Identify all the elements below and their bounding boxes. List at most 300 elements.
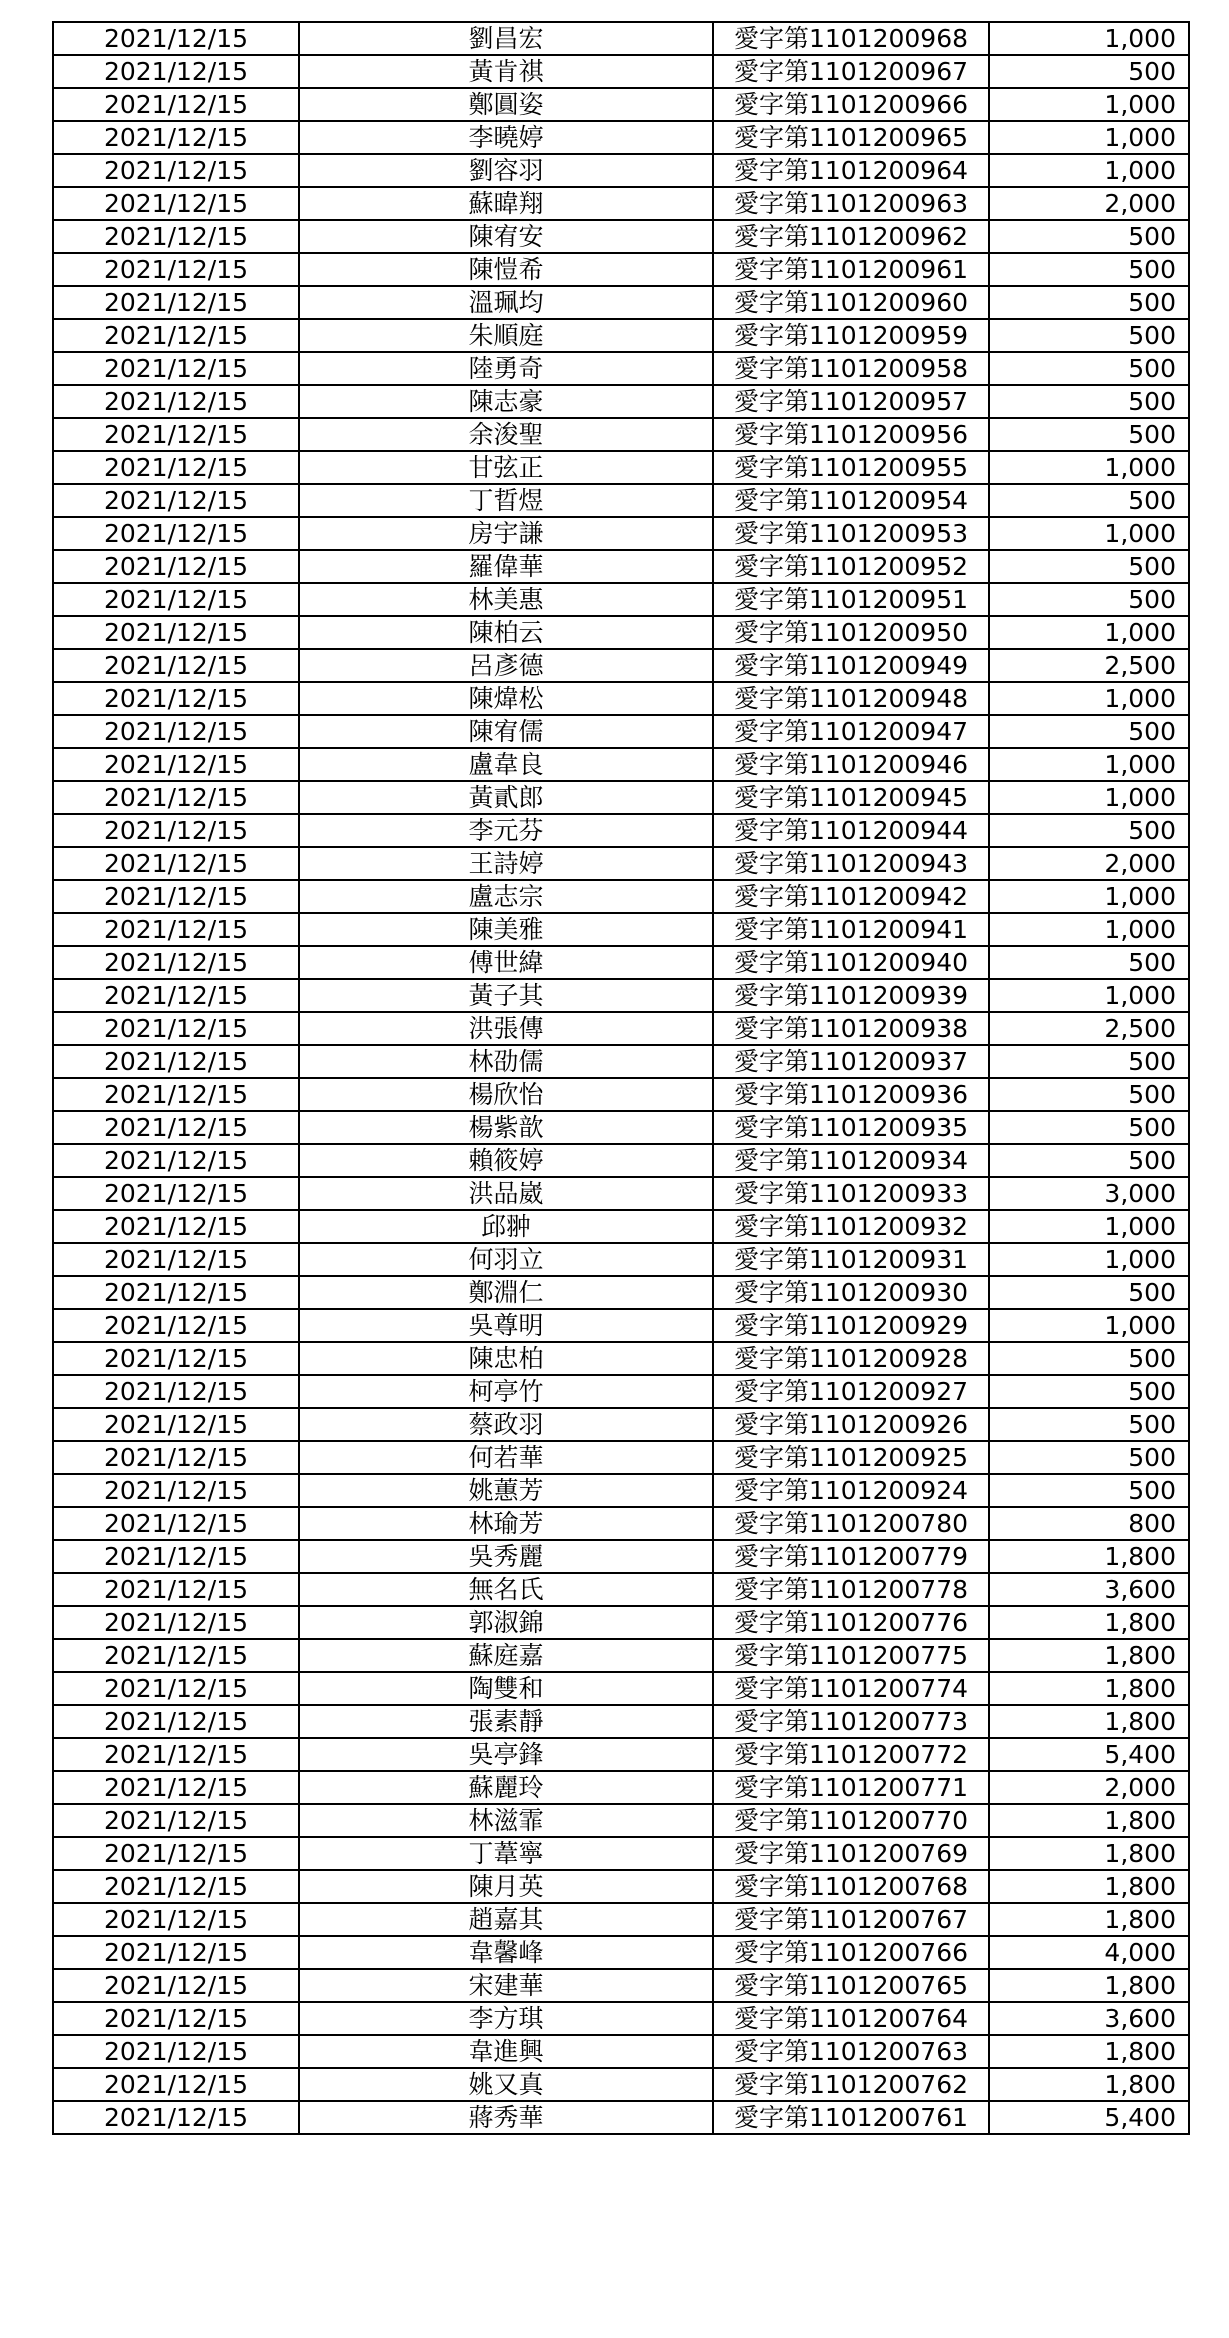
donor-name-cell: 無名氏 — [299, 1573, 713, 1606]
donor-name-cell: 房宇謙 — [299, 517, 713, 550]
amount-cell: 1,800 — [989, 1969, 1189, 2002]
donor-name-cell: 黃貳郎 — [299, 781, 713, 814]
date-cell: 2021/12/15 — [53, 2068, 299, 2101]
amount-cell: 1,800 — [989, 2068, 1189, 2101]
receipt-number-cell: 愛字第1101200773 — [713, 1705, 989, 1738]
date-cell: 2021/12/15 — [53, 583, 299, 616]
donor-name-cell: 邱翀 — [299, 1210, 713, 1243]
date-cell: 2021/12/15 — [53, 154, 299, 187]
amount-cell: 1,000 — [989, 451, 1189, 484]
donor-name-cell: 吳秀麗 — [299, 1540, 713, 1573]
amount-cell: 1,000 — [989, 913, 1189, 946]
date-cell: 2021/12/15 — [53, 451, 299, 484]
amount-cell: 500 — [989, 715, 1189, 748]
date-cell: 2021/12/15 — [53, 220, 299, 253]
table-row — [53, 2068, 1189, 2101]
receipt-number-cell: 愛字第1101200959 — [713, 319, 989, 352]
table-row — [53, 781, 1189, 814]
donor-name-cell: 何若華 — [299, 1441, 713, 1474]
receipt-number-cell: 愛字第1101200780 — [713, 1507, 989, 1540]
table-row — [53, 1012, 1189, 1045]
donor-name-cell: 楊欣怡 — [299, 1078, 713, 1111]
table-row — [53, 121, 1189, 154]
date-cell: 2021/12/15 — [53, 187, 299, 220]
amount-cell: 2,000 — [989, 1771, 1189, 1804]
table-row — [53, 517, 1189, 550]
receipt-number-cell: 愛字第1101200925 — [713, 1441, 989, 1474]
amount-cell: 500 — [989, 418, 1189, 451]
receipt-number-cell: 愛字第1101200945 — [713, 781, 989, 814]
amount-cell: 3,000 — [989, 1177, 1189, 1210]
receipt-number-cell: 愛字第1101200951 — [713, 583, 989, 616]
date-cell: 2021/12/15 — [53, 1375, 299, 1408]
amount-cell: 500 — [989, 814, 1189, 847]
table-row — [53, 88, 1189, 121]
amount-cell: 2,500 — [989, 649, 1189, 682]
amount-cell: 500 — [989, 1144, 1189, 1177]
date-cell: 2021/12/15 — [53, 88, 299, 121]
receipt-number-cell: 愛字第1101200767 — [713, 1903, 989, 1936]
donor-name-cell: 劉昌宏 — [299, 22, 713, 55]
amount-cell: 1,000 — [989, 1243, 1189, 1276]
table-row — [53, 1111, 1189, 1144]
date-cell: 2021/12/15 — [53, 550, 299, 583]
donor-name-cell: 鄭圓姿 — [299, 88, 713, 121]
receipt-number-cell: 愛字第1101200956 — [713, 418, 989, 451]
amount-cell: 1,000 — [989, 22, 1189, 55]
table-row — [53, 847, 1189, 880]
donor-name-cell: 陳宥安 — [299, 220, 713, 253]
donor-name-cell: 韋馨峰 — [299, 1936, 713, 1969]
receipt-number-cell: 愛字第1101200966 — [713, 88, 989, 121]
date-cell: 2021/12/15 — [53, 1441, 299, 1474]
table-row — [53, 913, 1189, 946]
amount-cell: 1,800 — [989, 1903, 1189, 1936]
date-cell: 2021/12/15 — [53, 847, 299, 880]
amount-cell: 500 — [989, 1342, 1189, 1375]
donor-name-cell: 陳月英 — [299, 1870, 713, 1903]
table-row — [53, 1474, 1189, 1507]
receipt-number-cell: 愛字第1101200941 — [713, 913, 989, 946]
date-cell: 2021/12/15 — [53, 1540, 299, 1573]
amount-cell: 1,000 — [989, 88, 1189, 121]
donor-name-cell: 洪張傳 — [299, 1012, 713, 1045]
table-row — [53, 1045, 1189, 1078]
table-row — [53, 1936, 1189, 1969]
table-row — [53, 2002, 1189, 2035]
amount-cell: 500 — [989, 1408, 1189, 1441]
amount-cell: 500 — [989, 1111, 1189, 1144]
amount-cell: 4,000 — [989, 1936, 1189, 1969]
table-row — [53, 946, 1189, 979]
receipt-number-cell: 愛字第1101200769 — [713, 1837, 989, 1870]
date-cell: 2021/12/15 — [53, 1474, 299, 1507]
donor-name-cell: 宋建華 — [299, 1969, 713, 2002]
date-cell: 2021/12/15 — [53, 1639, 299, 1672]
donor-name-cell: 林美惠 — [299, 583, 713, 616]
donor-name-cell: 楊紫歆 — [299, 1111, 713, 1144]
date-cell: 2021/12/15 — [53, 385, 299, 418]
receipt-number-cell: 愛字第1101200965 — [713, 121, 989, 154]
receipt-number-cell: 愛字第1101200927 — [713, 1375, 989, 1408]
table-row — [53, 1672, 1189, 1705]
amount-cell: 1,800 — [989, 1837, 1189, 1870]
amount-cell: 500 — [989, 1078, 1189, 1111]
date-cell: 2021/12/15 — [53, 2101, 299, 2134]
donor-name-cell: 李元芬 — [299, 814, 713, 847]
receipt-number-cell: 愛字第1101200763 — [713, 2035, 989, 2068]
date-cell: 2021/12/15 — [53, 1012, 299, 1045]
amount-cell: 1,800 — [989, 1639, 1189, 1672]
donor-name-cell: 姚又真 — [299, 2068, 713, 2101]
date-cell: 2021/12/15 — [53, 1837, 299, 1870]
date-cell: 2021/12/15 — [53, 286, 299, 319]
table-row — [53, 352, 1189, 385]
table-row — [53, 1639, 1189, 1672]
donor-name-cell: 吳尊明 — [299, 1309, 713, 1342]
table-row — [53, 649, 1189, 682]
date-cell: 2021/12/15 — [53, 715, 299, 748]
receipt-number-cell: 愛字第1101200770 — [713, 1804, 989, 1837]
table-row — [53, 1441, 1189, 1474]
donor-name-cell: 盧志宗 — [299, 880, 713, 913]
amount-cell: 500 — [989, 352, 1189, 385]
donor-name-cell: 陳美雅 — [299, 913, 713, 946]
donor-name-cell: 韋進興 — [299, 2035, 713, 2068]
table-row — [53, 22, 1189, 55]
receipt-number-cell: 愛字第1101200964 — [713, 154, 989, 187]
donor-name-cell: 洪品崴 — [299, 1177, 713, 1210]
table-row — [53, 550, 1189, 583]
donor-name-cell: 陳愷希 — [299, 253, 713, 286]
date-cell: 2021/12/15 — [53, 1507, 299, 1540]
table-row — [53, 1540, 1189, 1573]
donor-name-cell: 林滋霏 — [299, 1804, 713, 1837]
receipt-number-cell: 愛字第1101200946 — [713, 748, 989, 781]
date-cell: 2021/12/15 — [53, 1210, 299, 1243]
receipt-number-cell: 愛字第1101200937 — [713, 1045, 989, 1078]
donor-name-cell: 丁葦寧 — [299, 1837, 713, 1870]
date-cell: 2021/12/15 — [53, 1177, 299, 1210]
date-cell: 2021/12/15 — [53, 1969, 299, 2002]
receipt-number-cell: 愛字第1101200761 — [713, 2101, 989, 2134]
receipt-number-cell: 愛字第1101200765 — [713, 1969, 989, 2002]
amount-cell: 1,800 — [989, 1672, 1189, 1705]
receipt-number-cell: 愛字第1101200958 — [713, 352, 989, 385]
table-row — [53, 451, 1189, 484]
donor-name-cell: 盧韋良 — [299, 748, 713, 781]
amount-cell: 1,000 — [989, 517, 1189, 550]
table-row — [53, 1573, 1189, 1606]
amount-cell: 2,500 — [989, 1012, 1189, 1045]
donor-name-cell: 溫珮均 — [299, 286, 713, 319]
donor-name-cell: 張素靜 — [299, 1705, 713, 1738]
date-cell: 2021/12/15 — [53, 1804, 299, 1837]
table-row — [53, 187, 1189, 220]
amount-cell: 1,800 — [989, 1804, 1189, 1837]
receipt-number-cell: 愛字第1101200936 — [713, 1078, 989, 1111]
table-row — [53, 814, 1189, 847]
date-cell: 2021/12/15 — [53, 1111, 299, 1144]
donor-name-cell: 賴筱婷 — [299, 1144, 713, 1177]
receipt-number-cell: 愛字第1101200963 — [713, 187, 989, 220]
date-cell: 2021/12/15 — [53, 649, 299, 682]
date-cell: 2021/12/15 — [53, 22, 299, 55]
donor-name-cell: 何羽立 — [299, 1243, 713, 1276]
date-cell: 2021/12/15 — [53, 418, 299, 451]
donor-name-cell: 呂彥德 — [299, 649, 713, 682]
table-row — [53, 1804, 1189, 1837]
receipt-number-cell: 愛字第1101200940 — [713, 946, 989, 979]
receipt-number-cell: 愛字第1101200771 — [713, 1771, 989, 1804]
amount-cell: 1,000 — [989, 979, 1189, 1012]
receipt-number-cell: 愛字第1101200929 — [713, 1309, 989, 1342]
receipt-number-cell: 愛字第1101200952 — [713, 550, 989, 583]
table-row — [53, 1870, 1189, 1903]
date-cell: 2021/12/15 — [53, 55, 299, 88]
amount-cell: 1,800 — [989, 1705, 1189, 1738]
amount-cell: 500 — [989, 946, 1189, 979]
donor-name-cell: 劉容羽 — [299, 154, 713, 187]
table-row — [53, 253, 1189, 286]
table-row — [53, 55, 1189, 88]
amount-cell: 500 — [989, 55, 1189, 88]
amount-cell: 500 — [989, 286, 1189, 319]
amount-cell: 1,800 — [989, 2035, 1189, 2068]
date-cell: 2021/12/15 — [53, 1771, 299, 1804]
date-cell: 2021/12/15 — [53, 484, 299, 517]
receipt-number-cell: 愛字第1101200962 — [713, 220, 989, 253]
donor-name-cell: 陳志豪 — [299, 385, 713, 418]
donor-name-cell: 甘弦正 — [299, 451, 713, 484]
date-cell: 2021/12/15 — [53, 121, 299, 154]
receipt-number-cell: 愛字第1101200934 — [713, 1144, 989, 1177]
date-cell: 2021/12/15 — [53, 682, 299, 715]
amount-cell: 1,800 — [989, 1540, 1189, 1573]
table-row — [53, 286, 1189, 319]
amount-cell: 500 — [989, 1276, 1189, 1309]
table-row — [53, 748, 1189, 781]
table-row — [53, 2101, 1189, 2134]
amount-cell: 5,400 — [989, 2101, 1189, 2134]
receipt-number-cell: 愛字第1101200932 — [713, 1210, 989, 1243]
date-cell: 2021/12/15 — [53, 1870, 299, 1903]
receipt-number-cell: 愛字第1101200938 — [713, 1012, 989, 1045]
date-cell: 2021/12/15 — [53, 1078, 299, 1111]
receipt-number-cell: 愛字第1101200960 — [713, 286, 989, 319]
receipt-number-cell: 愛字第1101200930 — [713, 1276, 989, 1309]
amount-cell: 1,000 — [989, 154, 1189, 187]
date-cell: 2021/12/15 — [53, 2002, 299, 2035]
date-cell: 2021/12/15 — [53, 1045, 299, 1078]
receipt-number-cell: 愛字第1101200942 — [713, 880, 989, 913]
amount-cell: 1,800 — [989, 1870, 1189, 1903]
table-row — [53, 484, 1189, 517]
receipt-number-cell: 愛字第1101200776 — [713, 1606, 989, 1639]
table-row — [53, 1738, 1189, 1771]
date-cell: 2021/12/15 — [53, 1342, 299, 1375]
date-cell: 2021/12/15 — [53, 616, 299, 649]
receipt-number-cell: 愛字第1101200924 — [713, 1474, 989, 1507]
date-cell: 2021/12/15 — [53, 1672, 299, 1705]
receipt-number-cell: 愛字第1101200953 — [713, 517, 989, 550]
date-cell: 2021/12/15 — [53, 1606, 299, 1639]
amount-cell: 1,000 — [989, 121, 1189, 154]
amount-cell: 1,000 — [989, 616, 1189, 649]
date-cell: 2021/12/15 — [53, 1936, 299, 1969]
amount-cell: 500 — [989, 583, 1189, 616]
date-cell: 2021/12/15 — [53, 352, 299, 385]
date-cell: 2021/12/15 — [53, 1408, 299, 1441]
amount-cell: 500 — [989, 220, 1189, 253]
receipt-number-cell: 愛字第1101200935 — [713, 1111, 989, 1144]
receipt-number-cell: 愛字第1101200954 — [713, 484, 989, 517]
receipt-number-cell: 愛字第1101200775 — [713, 1639, 989, 1672]
table-row — [53, 1771, 1189, 1804]
amount-cell: 500 — [989, 550, 1189, 583]
table-row — [53, 2035, 1189, 2068]
receipt-number-cell: 愛字第1101200772 — [713, 1738, 989, 1771]
donor-name-cell: 李方琪 — [299, 2002, 713, 2035]
donor-name-cell: 李曉婷 — [299, 121, 713, 154]
amount-cell: 500 — [989, 1375, 1189, 1408]
date-cell: 2021/12/15 — [53, 814, 299, 847]
date-cell: 2021/12/15 — [53, 1276, 299, 1309]
date-cell: 2021/12/15 — [53, 1705, 299, 1738]
donor-name-cell: 黃肯祺 — [299, 55, 713, 88]
donor-name-cell: 陶雙和 — [299, 1672, 713, 1705]
receipt-number-cell: 愛字第1101200779 — [713, 1540, 989, 1573]
amount-cell: 2,000 — [989, 847, 1189, 880]
receipt-number-cell: 愛字第1101200968 — [713, 22, 989, 55]
amount-cell: 1,000 — [989, 748, 1189, 781]
donation-table — [52, 21, 1190, 2135]
amount-cell: 500 — [989, 385, 1189, 418]
receipt-number-cell: 愛字第1101200948 — [713, 682, 989, 715]
table-row — [53, 220, 1189, 253]
table-row — [53, 1144, 1189, 1177]
date-cell: 2021/12/15 — [53, 1243, 299, 1276]
receipt-number-cell: 愛字第1101200967 — [713, 55, 989, 88]
amount-cell: 2,000 — [989, 187, 1189, 220]
donor-name-cell: 蔣秀華 — [299, 2101, 713, 2134]
receipt-number-cell: 愛字第1101200961 — [713, 253, 989, 286]
amount-cell: 1,800 — [989, 1606, 1189, 1639]
amount-cell: 500 — [989, 1474, 1189, 1507]
table-row — [53, 1606, 1189, 1639]
amount-cell: 800 — [989, 1507, 1189, 1540]
date-cell: 2021/12/15 — [53, 319, 299, 352]
donor-name-cell: 丁晢煜 — [299, 484, 713, 517]
table-row — [53, 979, 1189, 1012]
donor-name-cell: 蔡政羽 — [299, 1408, 713, 1441]
table-row — [53, 1276, 1189, 1309]
table-row — [53, 418, 1189, 451]
donor-name-cell: 羅偉華 — [299, 550, 713, 583]
donor-name-cell: 陳柏云 — [299, 616, 713, 649]
donor-name-cell: 陳煒松 — [299, 682, 713, 715]
table-row — [53, 1837, 1189, 1870]
date-cell: 2021/12/15 — [53, 979, 299, 1012]
amount-cell: 3,600 — [989, 1573, 1189, 1606]
receipt-number-cell: 愛字第1101200957 — [713, 385, 989, 418]
receipt-number-cell: 愛字第1101200766 — [713, 1936, 989, 1969]
amount-cell: 3,600 — [989, 2002, 1189, 2035]
receipt-number-cell: 愛字第1101200933 — [713, 1177, 989, 1210]
receipt-number-cell: 愛字第1101200774 — [713, 1672, 989, 1705]
amount-cell: 500 — [989, 253, 1189, 286]
date-cell: 2021/12/15 — [53, 1738, 299, 1771]
receipt-number-cell: 愛字第1101200768 — [713, 1870, 989, 1903]
date-cell: 2021/12/15 — [53, 1309, 299, 1342]
table-row — [53, 1210, 1189, 1243]
table-row — [53, 1903, 1189, 1936]
table-row — [53, 1342, 1189, 1375]
receipt-number-cell: 愛字第1101200928 — [713, 1342, 989, 1375]
date-cell: 2021/12/15 — [53, 880, 299, 913]
table-row — [53, 1177, 1189, 1210]
date-cell: 2021/12/15 — [53, 781, 299, 814]
donor-name-cell: 吳亭鋒 — [299, 1738, 713, 1771]
table-body — [53, 22, 1189, 2134]
donor-name-cell: 陸勇奇 — [299, 352, 713, 385]
donor-name-cell: 陳忠柏 — [299, 1342, 713, 1375]
donor-name-cell: 趙嘉其 — [299, 1903, 713, 1936]
receipt-number-cell: 愛字第1101200931 — [713, 1243, 989, 1276]
donor-name-cell: 黃子其 — [299, 979, 713, 1012]
amount-cell: 1,000 — [989, 682, 1189, 715]
table-row — [53, 1375, 1189, 1408]
table-row — [53, 583, 1189, 616]
receipt-number-cell: 愛字第1101200947 — [713, 715, 989, 748]
donor-name-cell: 王詩婷 — [299, 847, 713, 880]
receipt-number-cell: 愛字第1101200943 — [713, 847, 989, 880]
date-cell: 2021/12/15 — [53, 253, 299, 286]
amount-cell: 500 — [989, 1441, 1189, 1474]
date-cell: 2021/12/15 — [53, 1144, 299, 1177]
amount-cell: 1,000 — [989, 781, 1189, 814]
table-row — [53, 1243, 1189, 1276]
donor-name-cell: 郭淑錦 — [299, 1606, 713, 1639]
date-cell: 2021/12/15 — [53, 1903, 299, 1936]
date-cell: 2021/12/15 — [53, 2035, 299, 2068]
receipt-number-cell: 愛字第1101200778 — [713, 1573, 989, 1606]
amount-cell: 5,400 — [989, 1738, 1189, 1771]
donor-name-cell: 蘇麗玲 — [299, 1771, 713, 1804]
table-row — [53, 385, 1189, 418]
date-cell: 2021/12/15 — [53, 748, 299, 781]
receipt-number-cell: 愛字第1101200944 — [713, 814, 989, 847]
donor-name-cell: 蘇庭嘉 — [299, 1639, 713, 1672]
amount-cell: 1,000 — [989, 880, 1189, 913]
table-row — [53, 154, 1189, 187]
date-cell: 2021/12/15 — [53, 946, 299, 979]
date-cell: 2021/12/15 — [53, 913, 299, 946]
table-row — [53, 1078, 1189, 1111]
amount-cell: 1,000 — [989, 1309, 1189, 1342]
donor-name-cell: 姚蕙芳 — [299, 1474, 713, 1507]
date-cell: 2021/12/15 — [53, 1573, 299, 1606]
amount-cell: 500 — [989, 1045, 1189, 1078]
table-row — [53, 1705, 1189, 1738]
table-row — [53, 616, 1189, 649]
donor-name-cell: 林瑜芳 — [299, 1507, 713, 1540]
receipt-number-cell: 愛字第1101200955 — [713, 451, 989, 484]
receipt-number-cell: 愛字第1101200949 — [713, 649, 989, 682]
amount-cell: 500 — [989, 319, 1189, 352]
donor-name-cell: 蘇暐翔 — [299, 187, 713, 220]
table-row — [53, 715, 1189, 748]
